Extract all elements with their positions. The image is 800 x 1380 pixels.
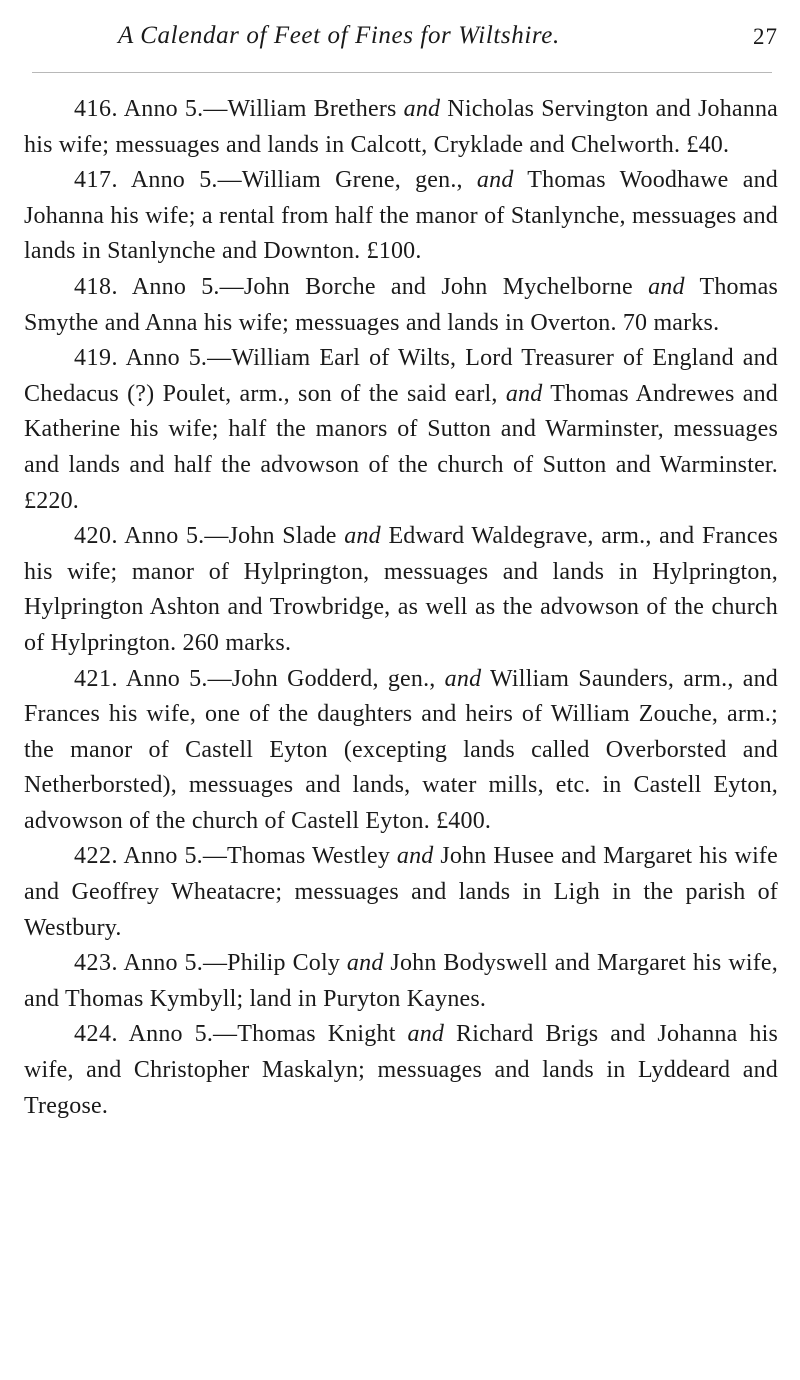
entry-conjunction: and (505, 380, 543, 407)
entry-anno: Anno 5.—Thomas Westley (123, 843, 391, 870)
entry-conjunction: and (476, 167, 514, 194)
entry-number: 421. (74, 665, 118, 692)
entry-421 (24, 662, 778, 840)
entry-text: William Saunders, arm., and Frances his wife, one of the daughters and heirs of William Zouche, arm.; the manor of Castell Eyton (excepting lands called Overborsted and Netherborsted), messuages and lands, water mills, etc. in Castell Eyton, advowson of the church of Castell Eyton. £400. (24, 665, 778, 834)
entry-conjunction: and (396, 843, 434, 870)
entry-420 (24, 519, 778, 661)
entry-conjunction: and (403, 96, 441, 122)
entry-anno: Anno 5.—Thomas Knight (128, 1021, 396, 1048)
entry-418 (24, 270, 778, 341)
entry-anno: Anno 5.—John Borche and John Mychelborne (131, 273, 633, 300)
entry-number: 416. (74, 96, 118, 122)
running-title: A Calendar of Feet of Fines for Wiltshire. (118, 22, 560, 49)
entry-text: Thomas Smythe and Anna his wife; messuages and lands in Overton. 70 marks. (24, 273, 778, 336)
entry-text: Nicholas Servington and Johanna his wife; messuages and lands in Calcott, Cryklade and Chelworth. £40. (24, 96, 778, 158)
entry-anno: Anno 5.—John Slade (124, 523, 337, 550)
entry-417 (24, 163, 778, 270)
page-number: 27 (753, 24, 778, 49)
entry-conjunction: and (346, 950, 384, 977)
entry-text: John Bodyswell and Margaret his wife, and Thomas Kymbyll; land in Puryton Kaynes. (24, 950, 778, 1012)
entries-list (24, 92, 778, 1124)
entry-conjunction: and (344, 523, 381, 550)
entry-conjunction: and (407, 1021, 445, 1048)
running-head (0, 22, 800, 62)
entry-419 (24, 341, 778, 519)
entry-422 (24, 839, 778, 946)
entry-number: 417. (74, 167, 118, 194)
header-rule (32, 72, 772, 73)
entry-416 (24, 92, 778, 163)
entry-number: 422. (74, 843, 118, 870)
entry-text: Richard Brigs and Johanna his wife, and Christopher Maskalyn; messuages and lands in Lyddeard and Tregose. (24, 1021, 778, 1119)
entry-424 (24, 1017, 778, 1124)
entry-anno: Anno 5.—William Grene, gen., (130, 167, 463, 194)
entry-number: 418. (74, 273, 118, 300)
entry-anno: Anno 5.—William Earl of Wilts, Lord Treasurer of England and Chedacus (?) Poulet, arm., son of the said earl, (24, 345, 778, 407)
entry-number: 423. (74, 950, 118, 977)
entry-number: 420. (74, 523, 118, 550)
entry-text: John Husee and Margaret his wife and Geoffrey Wheatacre; messuages and lands in Ligh in the parish of Westbury. (24, 843, 778, 941)
entry-number: 419. (74, 345, 118, 372)
entry-anno: Anno 5.—William Brethers (123, 96, 397, 122)
entry-conjunction: and (444, 665, 482, 692)
entry-number: 424. (74, 1021, 118, 1048)
entry-text: Edward Waldegrave, arm., and Frances his wife; manor of Hylprington, messuages and lands in Hylprington, Hylprington Ashton and Trowbridge, as well as the advowson of the church of Hylprington. 260 marks. (24, 523, 778, 656)
entry-text: Thomas Woodhawe and Johanna his wife; a rental from half the manor of Stanlynche, messuages and lands in Stanlynche and Downton. £100. (24, 167, 778, 265)
entry-423 (24, 946, 778, 1017)
entry-conjunction: and (648, 273, 685, 300)
entry-text: Thomas Andrewes and Katherine his wife; half the manors of Sutton and Warminster, messuages and lands and half the advowson of the church of Sutton and Warminster. £220. (24, 380, 778, 514)
entry-anno: Anno 5.—John Godderd, gen., (125, 665, 436, 692)
entry-anno: Anno 5.—Philip Coly (123, 950, 341, 977)
